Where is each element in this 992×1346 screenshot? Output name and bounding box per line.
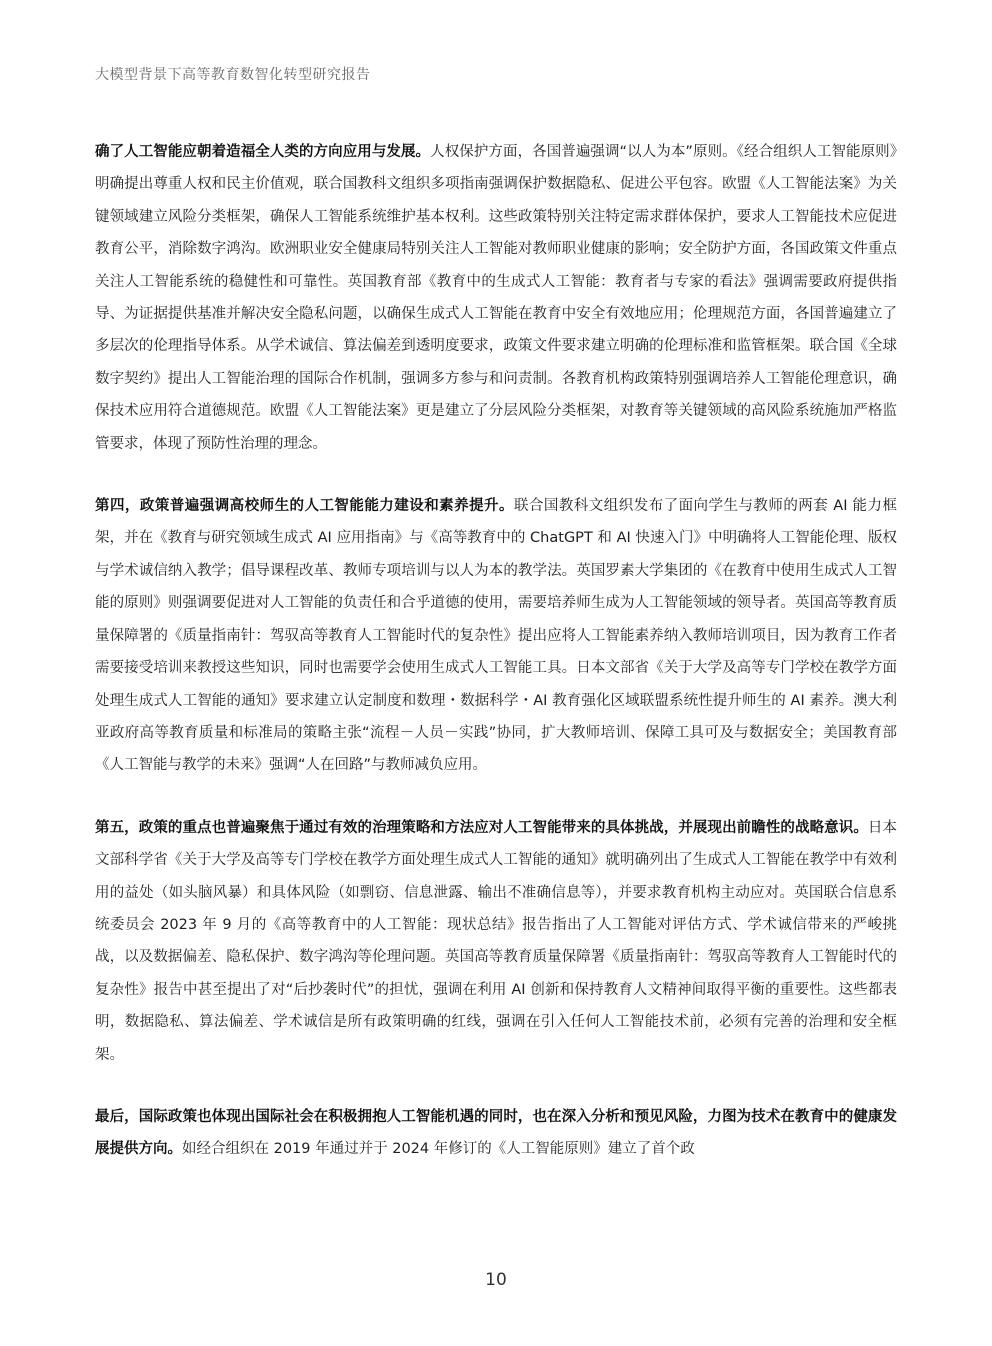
paragraph-lead: 第五，政策的重点也普遍聚焦于通过有效的治理策略和方法应对人工智能带来的具体挑战，并展现出前瞻性的战略意识。 xyxy=(95,819,868,836)
running-header: 大模型背景下高等教育数智化转型研究报告 xyxy=(95,67,371,83)
page-number: 10 xyxy=(485,1270,507,1290)
paragraph-text: 人权保护方面，各国普遍强调“以人为本”原则。《经合组织人工智能原则》明确提出尊重人权和民主价值观，联合国教科文组织多项指南强调保护数据隐私、促进公平包容。欧盟《人工智能法案》为关键领域建立风险分类框架，确保人工智能系统维护基本权利。这些政策特别关注特定需求群体保护，要求人工智能技术应促进教育公平，消除数字鸿沟。欧洲职业安全健康局特别关注人工智能对教师职业健康的影响；安全防护方面，各国政策文件重点关注人工智能系统的稳健性和可靠性。英国教育部《教育中的生成式人工智能：教育者与专家的看法》强调需要政府提供指导、为证据提供基准并解决安全隐私问题，以确保生成式人工智能在教育中安全有效地应用；伦理规范方面，各国普遍建立了多层次的伦理指导体系。从学术诚信、算法偏差到透明度要求，政策文件要求建立明确的伦理标准和监管框架。联合国《全球数字契约》提出人工智能治理的国际合作机制，强调多方参与和问责制。各教育机构政策特别强调培养人工智能伦理意识，确保技术应用符合道德规范。欧盟《人工智能法案》更是建立了分层风险分类框架，对教育等关键领域的高风险系统施加严格监管要求，体现了预防性治理的理念。 xyxy=(95,144,898,452)
paragraph-text: 日本文部科学省《关于大学及高等专门学校在教学方面处理生成式人工智能的通知》就明确列出了生成式人工智能在教学中有效利用的益处（如头脑风暴）和具体风险（如剽窃、信息泄露、输出不准确信息等），并要求教育机构主动应对。英国联合信息系统委员会 2023 年 9 月的《高等教育中的人工智能：现状总结》报告指出了人工智能对评估方式、学术诚信带来的严峻挑战，以及数据偏差、隐私保护、数字鸿沟等伦理问题。英国高等教育质量保障署《质量指南针：驾驭高等教育人工智能时代的复杂性》报告中甚至提出了对“后抄袭时代”的担忧，强调在利用 AI 创新和保持教育人文精神间取得平衡的重要性。这些都表明，数据隐私、算法偏差、学术诚信是所有政策明确的红线，强调在引入任何人工智能技术前，必须有完善的治理和安全框架。 xyxy=(95,819,898,1063)
paragraph-lead: 确了人工智能应朝着造福全人类的方向应用与发展。 xyxy=(95,144,431,160)
document-body xyxy=(95,136,897,1196)
paragraph-ai-literacy xyxy=(95,490,897,782)
paragraph-international xyxy=(95,1101,897,1166)
paragraph-human-centered xyxy=(95,136,897,460)
paragraph-lead: 最后，国际政策也体现出国际社会在积极拥抱人工智能机遇的同时，也在深入分析和预见风险，力图为技术在教育中的健康发展提供方向。 xyxy=(95,1108,897,1158)
paragraph-lead: 第四，政策普遍强调高校师生的人工智能能力建设和素养提升。 xyxy=(95,498,514,515)
paragraph-text: 如经合组织在 2019 年通过并于 2024 年修订的《人工智能原则》建立了首个政 xyxy=(182,1141,695,1158)
paragraph-governance xyxy=(95,812,897,1071)
paragraph-text: 联合国教科文组织发布了面向学生与教师的两套 AI 能力框架，并在《教育与研究领域生成式 AI 应用指南》与《高等教育中的 ChatGPT 和 AI 快速入门》中明确将人工智能伦理、版权与学术诚信纳入教学；倡导课程改革、教师专项培训与以人为本的教学法。英国罗素大学集团的《在教育中使用生成式人工智能的原则》则强调要促进对人工智能的负责任和合乎道德的使用，需要培养师生成为人工智能领域的领导者。英国高等教育质量保障署的《质量指南针：驾驭高等教育人工智能时代的复杂性》提出应将人工智能素养纳入教师培训项目，因为教育工作者需要接受培训来教授这些知识，同时也需要学会使用生成式人工智能工具。日本文部省《关于大学及高等专门学校在教学方面处理生成式人工智能的通知》要求建立认定制度和数理・数据科学・AI 教育强化区域联盟系统性提升师生的 AI 素养。澳大利亚政府高等教育质量和标准局的策略主张“流程－人员－实践”协同，扩大教师培训、保障工具可及与数据安全；美国教育部《人工智能与教学的未来》强调“人在回路”与教师减负应用。 xyxy=(95,498,897,774)
